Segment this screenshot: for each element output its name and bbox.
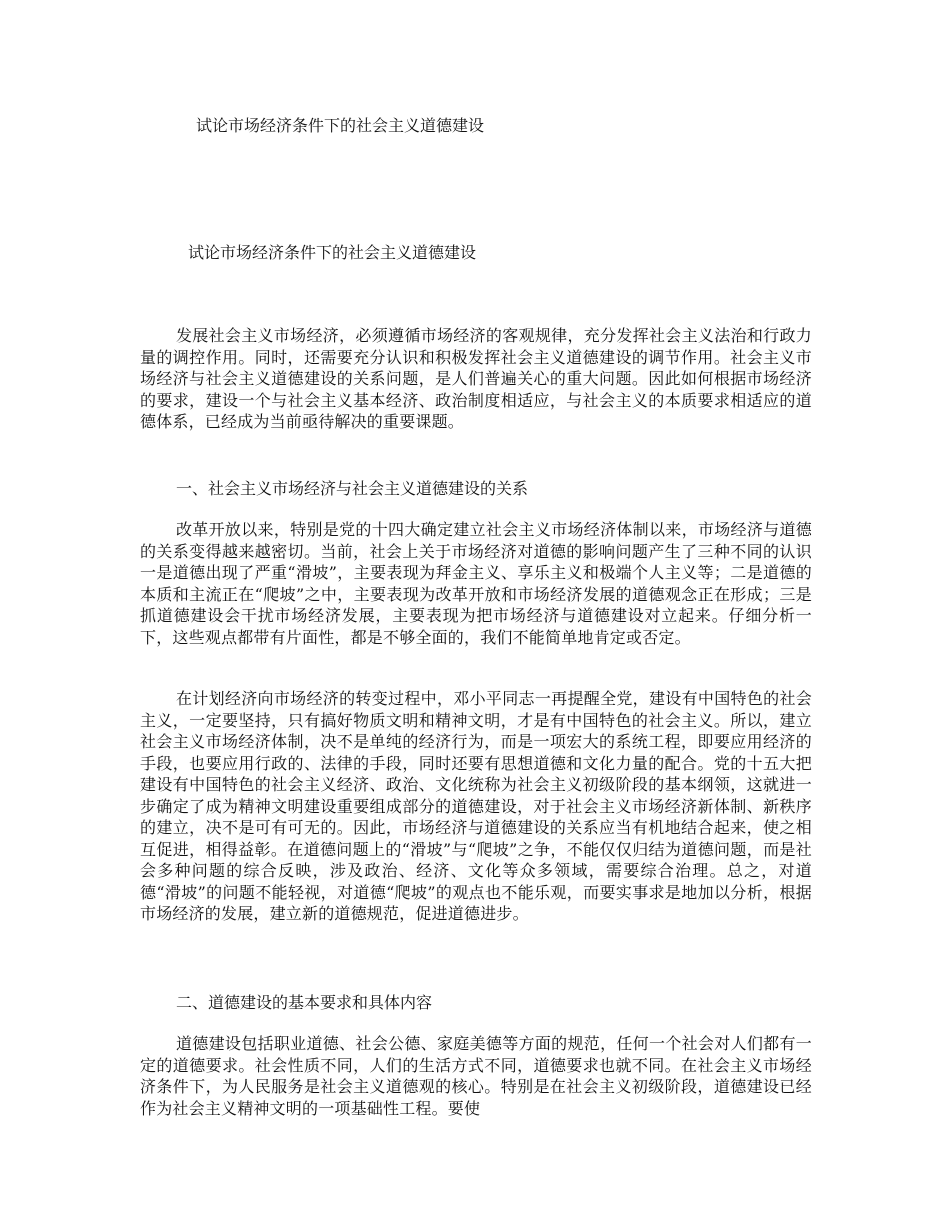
document-title: 试论市场经济条件下的社会主义道德建设 <box>188 243 477 262</box>
section-heading-1: 一、社会主义市场经济与社会主义道德建设的关系 <box>176 479 529 498</box>
section-heading-2: 二、道德建设的基本要求和具体内容 <box>176 993 433 1012</box>
paragraph-section1-b: 在计划经济向市场经济的转变过程中，邓小平同志一再提醒全党，建设有中国特色的社会主义，一定要坚持，只有搞好物质文明和精神文明，才是有中国特色的社会主义。所以，建立社会主义市场经济体制，决不是单纯的经济行为，而是一项宏大的系统工程，即要应用经济的手段，也要应用行政的、法律的手段，同时还要有思想道德和文化力量的配合。党的十五大把建设有中国特色的社会主义经济、政治、文化统称为社会主义初级阶段的基本纲领，这就进一步确定了成为精神文明建设重要组成部分的道德建设，对于社会主义市场经济新体制、新秩序的建立，决不是可有可无的。因此，市场经济与道德建设的关系应当有机地结合起来，使之相互促进，相得益彰。在道德问题上的“滑坡”与“爬坡”之争，不能仅仅归结为道德问题，而是社会多种问题的综合反映，涉及政治、经济、文化等众多领域，需要综合治理。总之，对道德“滑坡”的问题不能轻视，对道德“爬坡”的观点也不能乐观，而要实事求是地加以分析，根据市场经济的发展，建立新的道德规范，促进道德进步。 <box>140 689 812 923</box>
paragraph-intro: 发展社会主义市场经济，必须遵循市场经济的客观规律，充分发挥社会主义法治和行政力量的调控作用。同时，还需要充分认识和积极发挥社会主义道德建设的调节作用。社会主义市场经济与社会主义道德建设的关系问题，是人们普遍关心的重大问题。因此如何根据市场经济的要求，建设一个与社会主义基本经济、政治制度相适应，与社会主义的本质要求相适应的道德体系，已经成为当前亟待解决的重要课题。 <box>140 326 812 431</box>
header-title: 试论市场经济条件下的社会主义道德建设 <box>196 116 485 135</box>
paragraph-section1-a: 改革开放以来，特别是党的十四大确定建立社会主义市场经济体制以来，市场经济与道德的关系变得越来越密切。当前，社会上关于市场经济对道德的影响问题产生了三种不同的认识一是道德出现了严重“滑坡”，主要表现为拜金主义、享乐主义和极端个人主义等；二是道德的本质和主流正在“爬坡”之中，主要表现为改革开放和市场经济发展的道德观念正在形成；三是抓道德建设会干扰市场经济发展，主要表现为把市场经济与道德建设对立起来。仔细分析一下，这些观点都带有片面性，都是不够全面的，我们不能简单地肯定或否定。 <box>140 520 812 647</box>
paragraph-section2-a: 道德建设包括职业道德、社会公德、家庭美德等方面的规范，任何一个社会对人们都有一定的道德要求。社会性质不同，人们的生活方式不同，道德要求也就不同。在社会主义市场经济条件下，为人民服务是社会主义道德观的核心。特别是在社会主义初级阶段，道德建设已经作为社会主义精神文明的一项基础性工程。要使 <box>140 1034 812 1118</box>
